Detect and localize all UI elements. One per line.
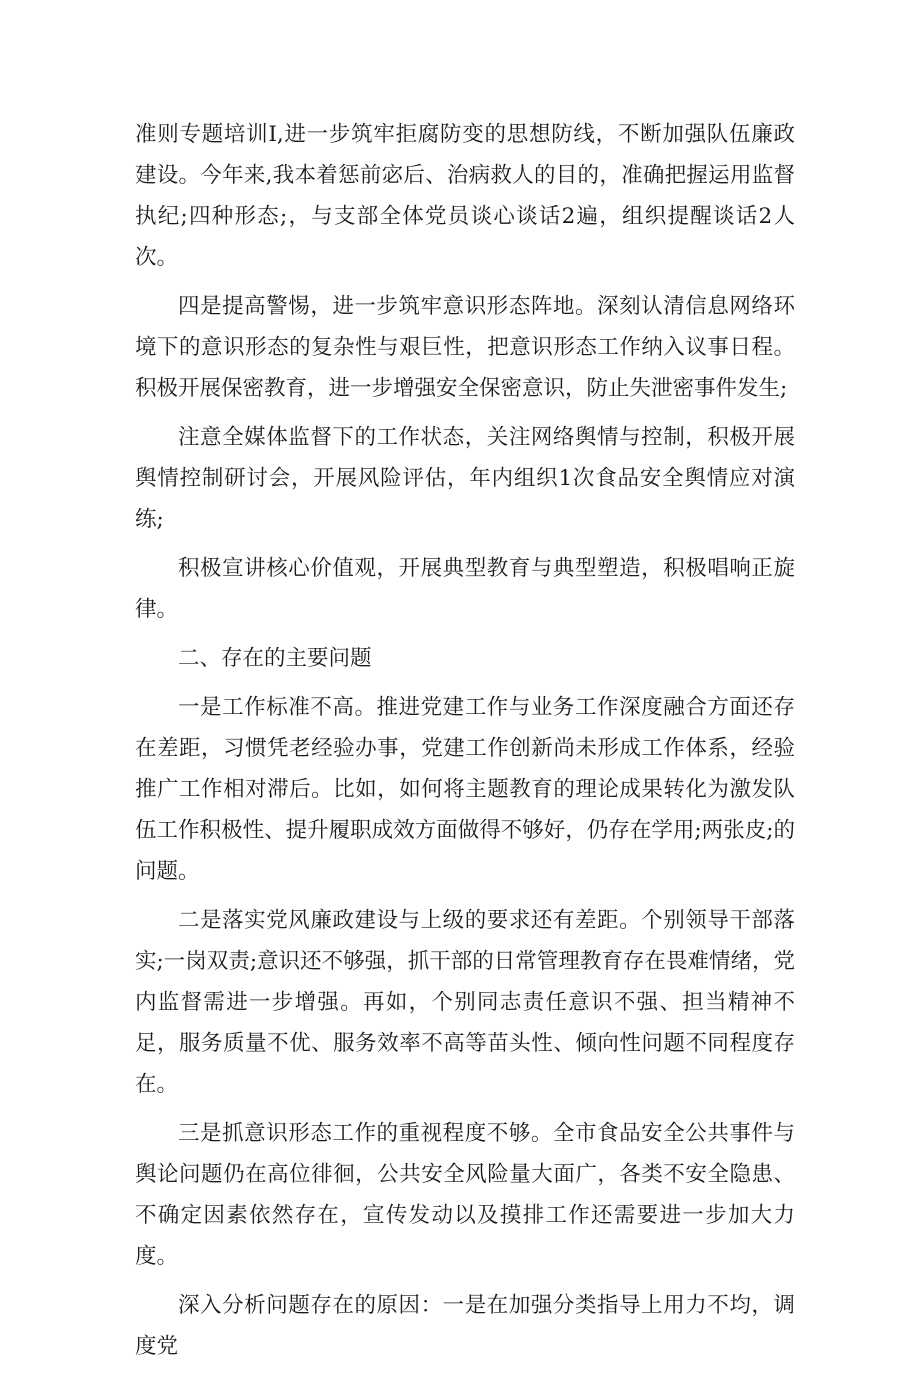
paragraph-problem-three: 三是抓意识形态工作的重视程度不够。全市食品安全公共事件与舆论问题仍在高位徘徊，公共安全风险量大面广，各类不安全隐患、不确定因素依然存在，宣传发动以及摸排工作还需要进一步加大力度。 xyxy=(135,1121,795,1269)
paragraph-training-continuation: 准则专题培训I,进一步筑牢拒腐防变的思想防线，不断加强队伍廉政建设。今年来,我本着惩前宓后、治病救人的目的，准确把握运用监督执纪;四种形态;，与支部全体党员谈心谈话2遍，组织提醒谈话2人次。 xyxy=(135,122,795,270)
paragraph-cause-analysis: 深入分析问题存在的原因：一是在加强分类指导上用力不均，调度党 xyxy=(135,1293,795,1359)
section-heading-main-problems: 二、存在的主要问题 xyxy=(178,646,372,671)
paragraph-problem-two: 二是落实党风廉政建设与上级的要求还有差距。个别领导干部落实;一岗双责;意识还不够强，抓干部的日常管理教育存在畏难情绪，党内监督需进一步增强。再如，个别同志责任意识不强、担当精神不足，服务质量不优、服务效率不高等苗头性、倾向性问题不同程度存在。 xyxy=(135,908,795,1097)
document-body xyxy=(135,114,795,1375)
paragraph-problem-one: 一是工作标准不高。推进党建工作与业务工作深度融合方面还存在差距，习惯凭老经验办事，党建工作创新尚未形成工作体系，经验推广工作相对滞后。比如，如何将主题教育的理论成果转化为激发队伍工作积极性、提升履职成效方面做得不够好，仍存在学用;两张皮;的问题。 xyxy=(135,695,795,884)
paragraph-core-values: 积极宣讲核心价值观，开展典型教育与典型塑造，积极唱响正旋律。 xyxy=(135,556,795,622)
paragraph-ideology-front: 四是提高警惕，进一步筑牢意识形态阵地。深刻认清信息网络环境下的意识形态的复杂性与艰巨性，把意识形态工作纳入议事日程。积极开展保密教育，进一步增强安全保密意识，防止失泄密事件发生; xyxy=(135,294,795,401)
paragraph-media-monitoring: 注意全媒体监督下的工作状态，关注网络舆情与控制，积极开展舆情控制研讨会，开展风险评估，年内组织1次食品安全舆情应对演练; xyxy=(135,425,795,532)
